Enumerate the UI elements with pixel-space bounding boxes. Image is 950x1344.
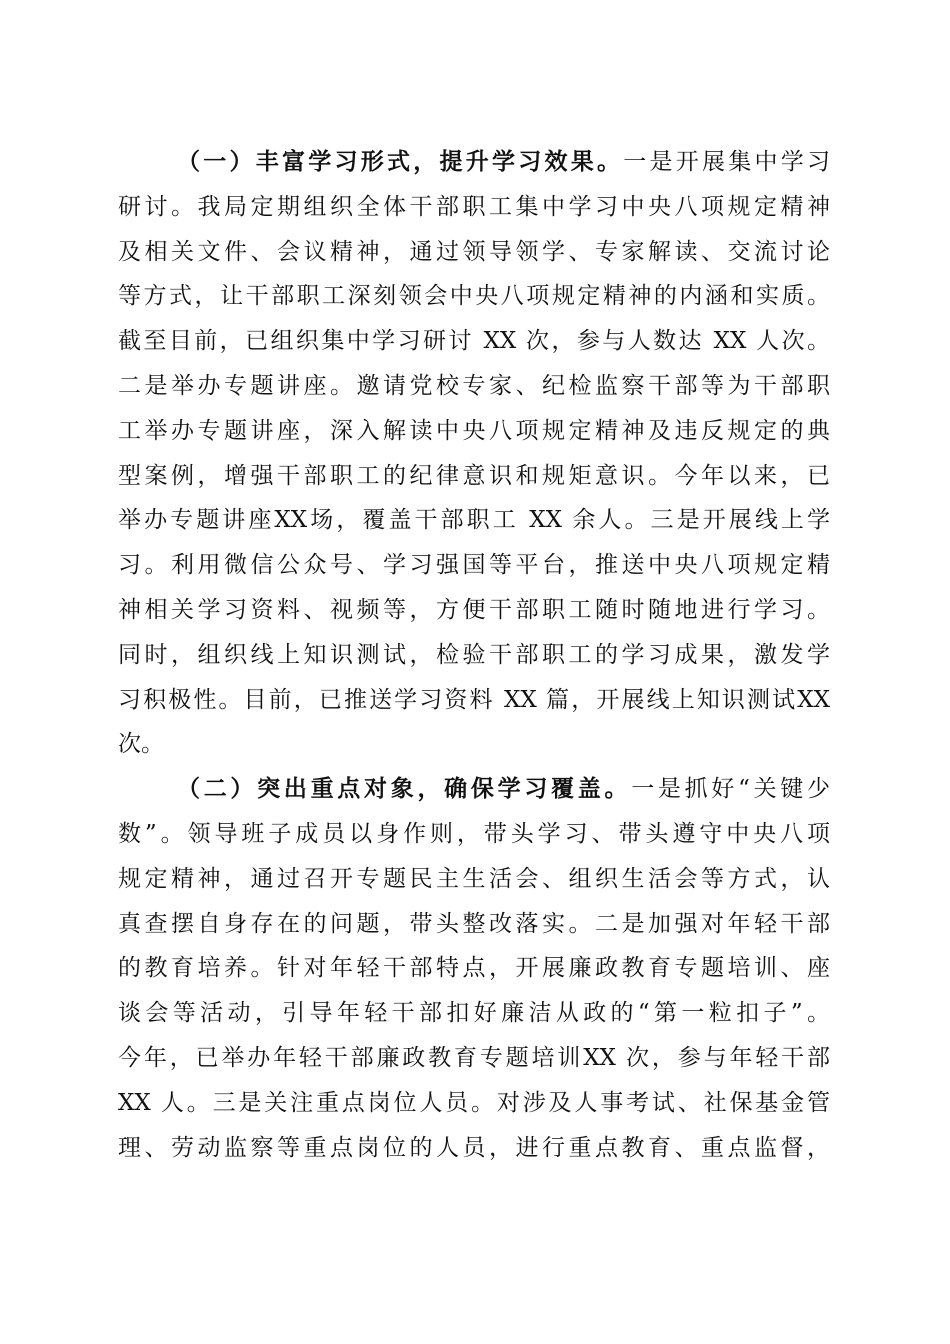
text-line: 理、劳动监察等重点岗位的人员，进行重点教育、重点监督，	[118, 1134, 830, 1161]
paragraph-heading: （二）突出重点对象，确保学习覆盖。	[177, 775, 632, 803]
paragraph-heading: （一）丰富学习形式，提升学习效果。	[177, 148, 624, 175]
text-line	[118, 767, 830, 812]
text-line: 研讨。我局定期组织全体干部职工集中学习中央八项规定精神	[118, 193, 830, 220]
paragraph-1	[118, 140, 830, 767]
text-line: 同时，组织线上知识测试，检验干部职工的学习成果，激发学	[118, 641, 830, 668]
text-line: 次。	[118, 731, 164, 758]
text-run: 一是抓好“关键少	[631, 776, 831, 803]
text-line: 举办专题讲座XX场，覆盖干部职工 XX 余人。三是开展线上学	[118, 507, 830, 534]
text-line: XX 人。三是关注重点岗位人员。对涉及人事考试、社保基金管	[118, 1089, 830, 1116]
text-line: 及相关文件、会议精神，通过领导领学、专家解读、交流讨论	[118, 238, 830, 265]
text-line: 的教育培养。针对年轻干部特点，开展廉政教育专题培训、座	[118, 955, 830, 982]
text-line	[118, 140, 830, 185]
text-line: 截至目前，已组织集中学习研讨 XX 次，参与人数达 XX 人次。	[118, 328, 830, 355]
text-line: 二是举办专题讲座。邀请党校专家、纪检监察干部等为干部职	[118, 372, 830, 399]
text-line: 数”。领导班子成员以身作则，带头学习、带头遵守中央八项	[118, 820, 830, 847]
text-line: 习。利用微信公众号、学习强国等平台，推送中央八项规定精	[118, 552, 830, 579]
text-line: 神相关学习资料、视频等，方便干部职工随时随地进行学习。	[118, 596, 830, 623]
text-run: 一是开展集中学习	[623, 149, 830, 175]
text-line: 习积极性。目前，已推送学习资料 XX 篇，开展线上知识测试XX	[118, 686, 830, 713]
text-line: 等方式，让干部职工深刻领会中央八项规定精神的内涵和实质。	[118, 283, 830, 310]
text-line: 型案例，增强干部职工的纪律意识和规矩意识。今年以来，已	[118, 462, 830, 489]
text-line: 工举办专题讲座，深入解读中央八项规定精神及违反规定的典	[118, 417, 830, 444]
text-line: 规定精神，通过召开专题民主生活会、组织生活会等方式，认	[118, 865, 830, 892]
text-line: 谈会等活动，引导年轻干部扣好廉洁从政的“第一粒扣子”。	[118, 1000, 830, 1027]
paragraph-2	[118, 767, 830, 1170]
text-line: 今年，已举办年轻干部廉政教育专题培训XX 次，参与年轻干部	[118, 1044, 830, 1071]
text-line: 真查摆自身存在的问题，带头整改落实。二是加强对年轻干部	[118, 910, 830, 937]
document-body	[118, 140, 830, 1170]
